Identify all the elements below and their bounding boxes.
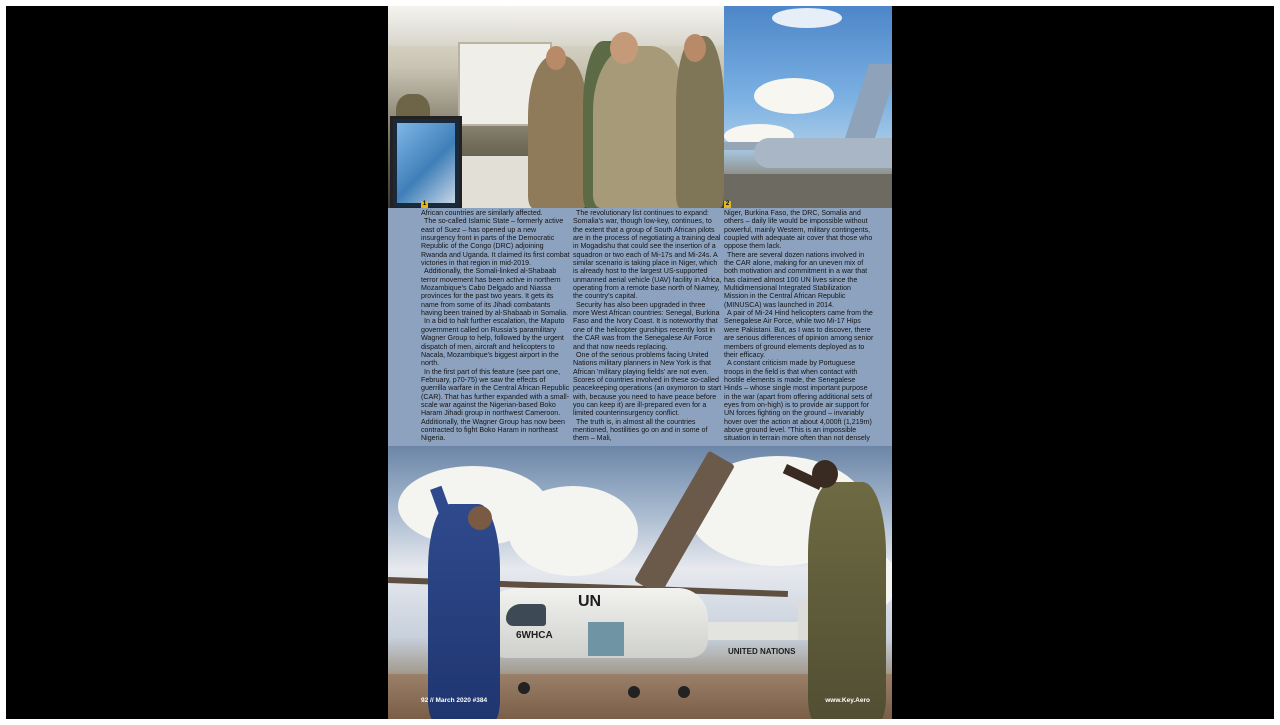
paragraph: There are several dozen nations involved in the CAR alone, making for an uneven mix of both motivation and commitment in a war that has claimed almost 100 UN lives since the Multidimensional Integrated Stabilization Mission in the Central African Republic (MINUSCA) was launched in 2014. <box>724 250 868 309</box>
ground-crew-head <box>468 506 492 530</box>
paragraph: Security has also been upgraded in three more West African countries: Senegal, Burkina Faso and the Ivory Coast. It is noteworthy that one of the helicopter gunships recently lost in the CAR was from the Senegalese Air Force and that now needs replacing. <box>573 300 720 351</box>
soldier-head <box>610 32 638 64</box>
paragraph: One of the serious problems facing United Nations military planners in New York is that African 'military playing fields' are not even. Scores of countries involved in these so-called peacekeeping operations (an oxymoron to start with, because you need to have peace before you can keep it) are ill-prepared even for a limited counterinsurgency conflict. <box>573 350 722 418</box>
helicopter-registration: 6WHCA <box>516 630 553 641</box>
photo-number-marker: 1 <box>422 201 427 207</box>
tent-roof <box>388 6 724 46</box>
helicopter-door <box>588 622 624 656</box>
paragraph: The so-called Islamic State – formerly active east of Suez – has opened up a new insurgency front in parts of the Democratic Republic of the Congo (DRC) adjoining Rwanda and Uganda. It claimed its first combat victories in that region in mid-2019. <box>421 217 570 268</box>
soldier-head <box>546 46 566 70</box>
computer-monitor <box>390 116 462 208</box>
article-column-3 <box>724 209 874 443</box>
photo-transport-aircraft <box>724 6 892 208</box>
ground-crew-blue-overalls <box>428 504 500 719</box>
monitor-screen-map <box>397 123 455 203</box>
soldier-head <box>812 460 838 488</box>
photo-command-tent <box>388 6 724 208</box>
cloud <box>754 78 834 114</box>
magazine-page <box>388 6 892 719</box>
cloud <box>772 8 842 28</box>
helicopter-united-nations-marking: UNITED NATIONS <box>728 647 796 656</box>
article-column-1 <box>421 209 571 443</box>
cloud <box>508 486 638 576</box>
tarmac <box>724 174 892 208</box>
soldier <box>528 56 588 208</box>
soldier <box>676 36 724 208</box>
aircraft-fuselage <box>754 138 892 168</box>
aircraft-tail <box>843 64 892 144</box>
paragraph: African countries are similarly affected. <box>421 209 543 217</box>
paragraph: In a bid to halt further escalation, the Maputo government called on Russia's paramilitary Wagner Group to help, followed by the urgent dispatch of men, aircraft and helicopters to Nacala, Mozambique's biggest airport in the north. <box>421 317 565 368</box>
photo-un-helicopter <box>388 446 892 719</box>
paragraph: A constant criticism made by Portuguese troops in the field is that when contact with hostile elements is made, the Senegalese Hinds – whose single most important purpose in the war (apart from offering additional sets of eyes from on-high) is to provide air support for UN forces fighting on the ground – invariably hover over the action at about 4,000ft (1,219m) above ground level. "This is an impossible situation in terrain more often than not densely <box>724 359 873 443</box>
paragraph: The revolutionary list continues to expand: Somalia's war, though low-key, continues, to the extent that a group of South African pilots are in the process of negotiating a training deal in Mogadishu that could see the insertion of a squadron or two each of Mi-17s and Mi-24s. A similar scenario is taking place in Niger, which is already host to the largest US-supported unmanned aerial vehicle (UAV) facility in Africa, operating from a remote base north of Niamey, the country's capital. <box>573 209 722 301</box>
photo-number-marker: 2 <box>725 201 730 207</box>
helicopter-un-marking: UN <box>578 593 602 610</box>
page-folio: 92 // March 2020 #384 <box>421 697 488 704</box>
paragraph: The truth is, in almost all the countries mentioned, hostilities go on and in some of them – Mali, <box>573 417 708 443</box>
landing-wheel <box>628 686 640 698</box>
landing-wheel <box>678 686 690 698</box>
website-url: www.Key.Aero <box>825 697 870 704</box>
paragraph: A pair of Mi-24 Hind helicopters came from the Senegalese Air Force, while two Mi-17 Hips were Pakistani. But, as I was to discover, there are serious differences of opinion among senior members of ground elements deployed as to their efficacy. <box>724 309 874 359</box>
article-column-2 <box>573 209 723 443</box>
soldier-head <box>684 34 706 62</box>
paragraph: Niger, Burkina Faso, the DRC, Somalia and others – daily life would be impossible without powerful, mainly Western, military contingents, coupled with adequate air cover that those who oppose them lack. <box>724 209 873 251</box>
paragraph: In the first part of this feature (see part one, February, p70-75) we saw the effects of guerrilla warfare in the Central African Republic (CAR). That has further expanded with a small-scale war against the Nigerian-based Boko Haram Jihadi group in northwest Cameroon. Additionally, the Wagner Group has now been contracted to fight Boko Haram in northeast Nigeria. <box>421 367 570 443</box>
soldier-green-uniform <box>808 482 886 719</box>
soldier <box>593 46 688 208</box>
landing-wheel <box>518 682 530 694</box>
helicopter-cockpit <box>506 604 546 626</box>
paragraph: Additionally, the Somali-linked al-Shabaab terror movement has been active in northern Mozambique's Cabo Delgado and Niassa provinces for the past two years. It gets its name from some of its Jihadi combatants having been trained by al-Shabaab in Somalia. <box>421 267 569 318</box>
